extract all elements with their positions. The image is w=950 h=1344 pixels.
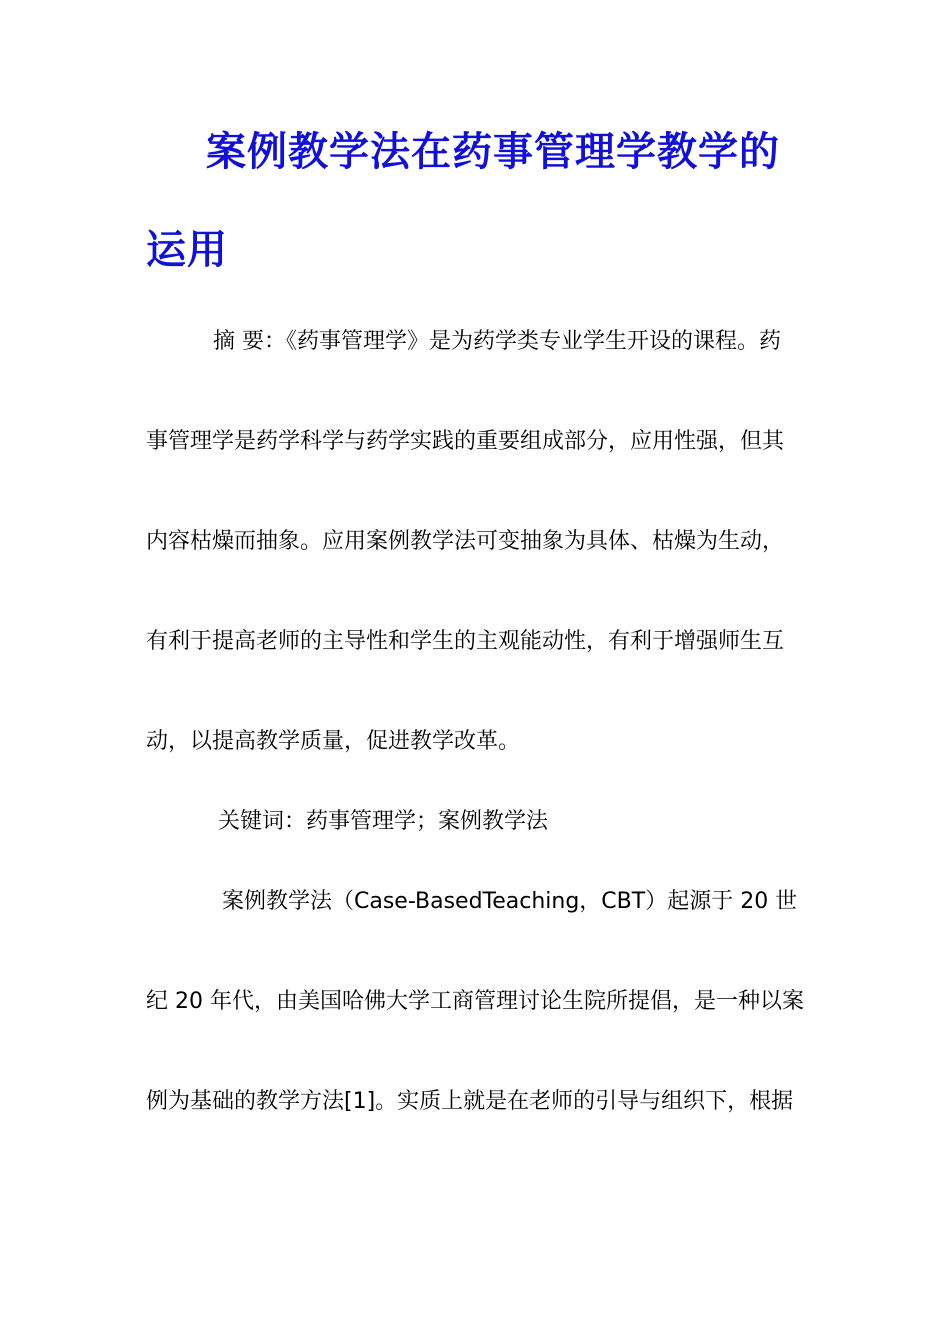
abstract-line: 有利于提高老师的主导性和学生的主观能动性，有利于增强师生互 [146, 629, 785, 654]
paragraph-line: 案例教学法（Case-BasedTeaching，CBT）起源于 20 世 [222, 889, 798, 914]
document-title-line-2: 运用 [146, 227, 228, 273]
paragraph-line: 例为基础的教学方法[1]。实质上就是在老师的引导与组织下，根据 [146, 1089, 794, 1114]
abstract-line: 内容枯燥而抽象。应用案例教学法可变抽象为具体、枯燥为生动， [146, 529, 785, 554]
abstract-line: 动，以提高教学质量，促进教学改革。 [146, 729, 521, 754]
abstract-line: 摘 要：《药事管理学》是为药学类专业学生开设的课程。药 [213, 329, 781, 354]
abstract-line: 事管理学是药学科学与药学实践的重要组成部分，应用性强，但其 [146, 429, 785, 454]
keywords-line: 关键词：药事管理学；案例教学法 [218, 809, 549, 834]
paragraph-line: 纪 20 年代，由美国哈佛大学工商管理讨论生院所提倡，是一种以案 [146, 989, 804, 1014]
document-title-line-1: 案例教学法在药事管理学教学的 [206, 129, 780, 175]
